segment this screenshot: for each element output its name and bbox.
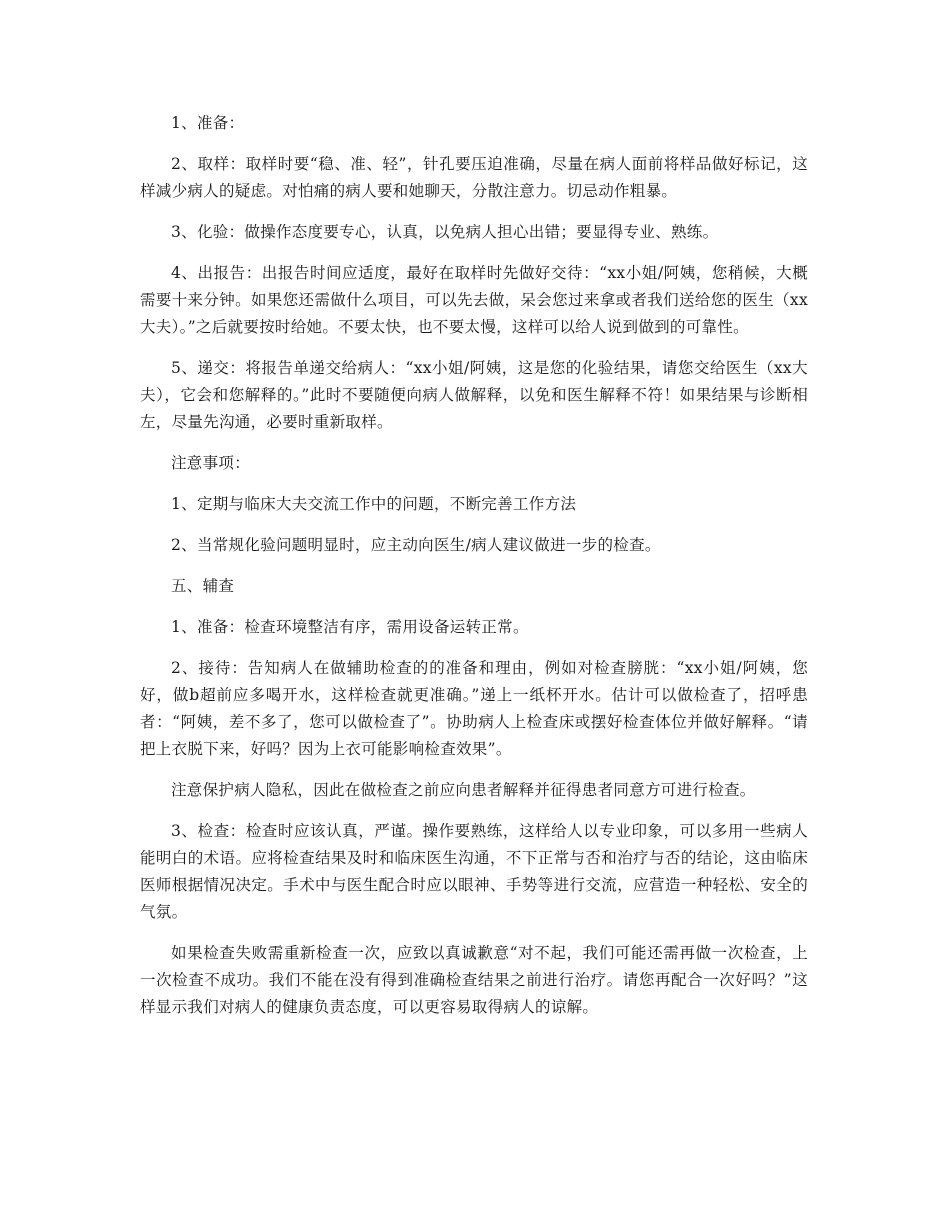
paragraph-report: 4、出报告：出报告时间应适度，最好在取样时先做好交待：“xx小姐/阿姨，您稍候，大概需要十来分钟。如果您还需做什么项目，可以先去做，呆会您过来拿或者我们送给您的医生（xx大夫）。”之后就要按时给她。不要太快，也不要太慢，这样可以给人说到做到的可靠性。: [140, 264, 808, 336]
paragraph-note-1: 1、定期与临床大夫交流工作中的问题，不断完善工作方法: [171, 495, 577, 513]
paragraph-privacy: 注意保护病人隐私，因此在做检查之前应向患者解释并征得患者同意方可进行检查。: [171, 781, 756, 799]
document-body: [140, 110, 808, 1035]
paragraph-examination: 3、检查：检查时应该认真，严谨。操作要熟练，这样给人以专业印象，可以多用一些病人能明白的术语。应将检查结果及时和临床医生沟通，不下正常与否和治疗与否的结论，这由临床医师根据情况决定。手术中与医生配合时应以眼神、手势等进行交流，应营造一种轻松、安全的气氛。: [140, 822, 808, 921]
paragraph-delivery: 5、递交：将报告单递交给病人：“xx小姐/阿姨，这是您的化验结果，请您交给医生（xx大夫），它会和您解释的。”此时不要随便向病人做解释，以免和医生解释不符！如果结果与诊断相左，尽量先沟通，必要时重新取样。: [140, 359, 808, 431]
section-heading-auxiliary: 五、辅查: [171, 577, 235, 595]
paragraph-sampling: 2、取样：取样时要“稳、准、轻”，针孔要压迫准确，尽量在病人面前将样品做好标记，这样减少病人的疑虑。对怕痛的病人要和她聊天，分散注意力。切忌动作粗暴。: [140, 155, 808, 200]
paragraph-aux-reception: 2、接待：告知病人在做辅助检查的的准备和理由，例如对检查膀胱：“xx小姐/阿姨，您好，做b超前应多喝开水，这样检查就更准确。”递上一纸杯开水。估计可以做检查了，招呼患者：“阿姨，差不多了，您可以做检查了”。协助病人上检查床或摆好检查体位并做好解释。“请把上衣脱下来，好吗？因为上衣可能影响检查效果”。: [140, 659, 808, 758]
paragraph-retest: 如果检查失败需重新检查一次，应致以真诚歉意“对不起，我们可能还需再做一次检查，上一次检查不成功。我们不能在没有得到准确检查结果之前进行治疗。请您再配合一次好吗？”这样显示我们对病人的健康负责态度，可以更容易取得病人的谅解。: [140, 944, 808, 1016]
paragraph-aux-prep: 1、准备：检查环境整洁有序，需用设备运转正常。: [171, 618, 529, 636]
paragraph-lab-test: 3、化验：做操作态度要专心，认真，以免病人担心出错；要显得专业、熟练。: [171, 223, 719, 241]
paragraph-notes-heading: 注意事项：: [171, 454, 251, 472]
paragraph-note-2: 2、当常规化验问题明显时，应主动向医生/病人建议做进一步的检查。: [171, 536, 661, 554]
paragraph-prep-heading: 1、准备：: [171, 114, 245, 132]
